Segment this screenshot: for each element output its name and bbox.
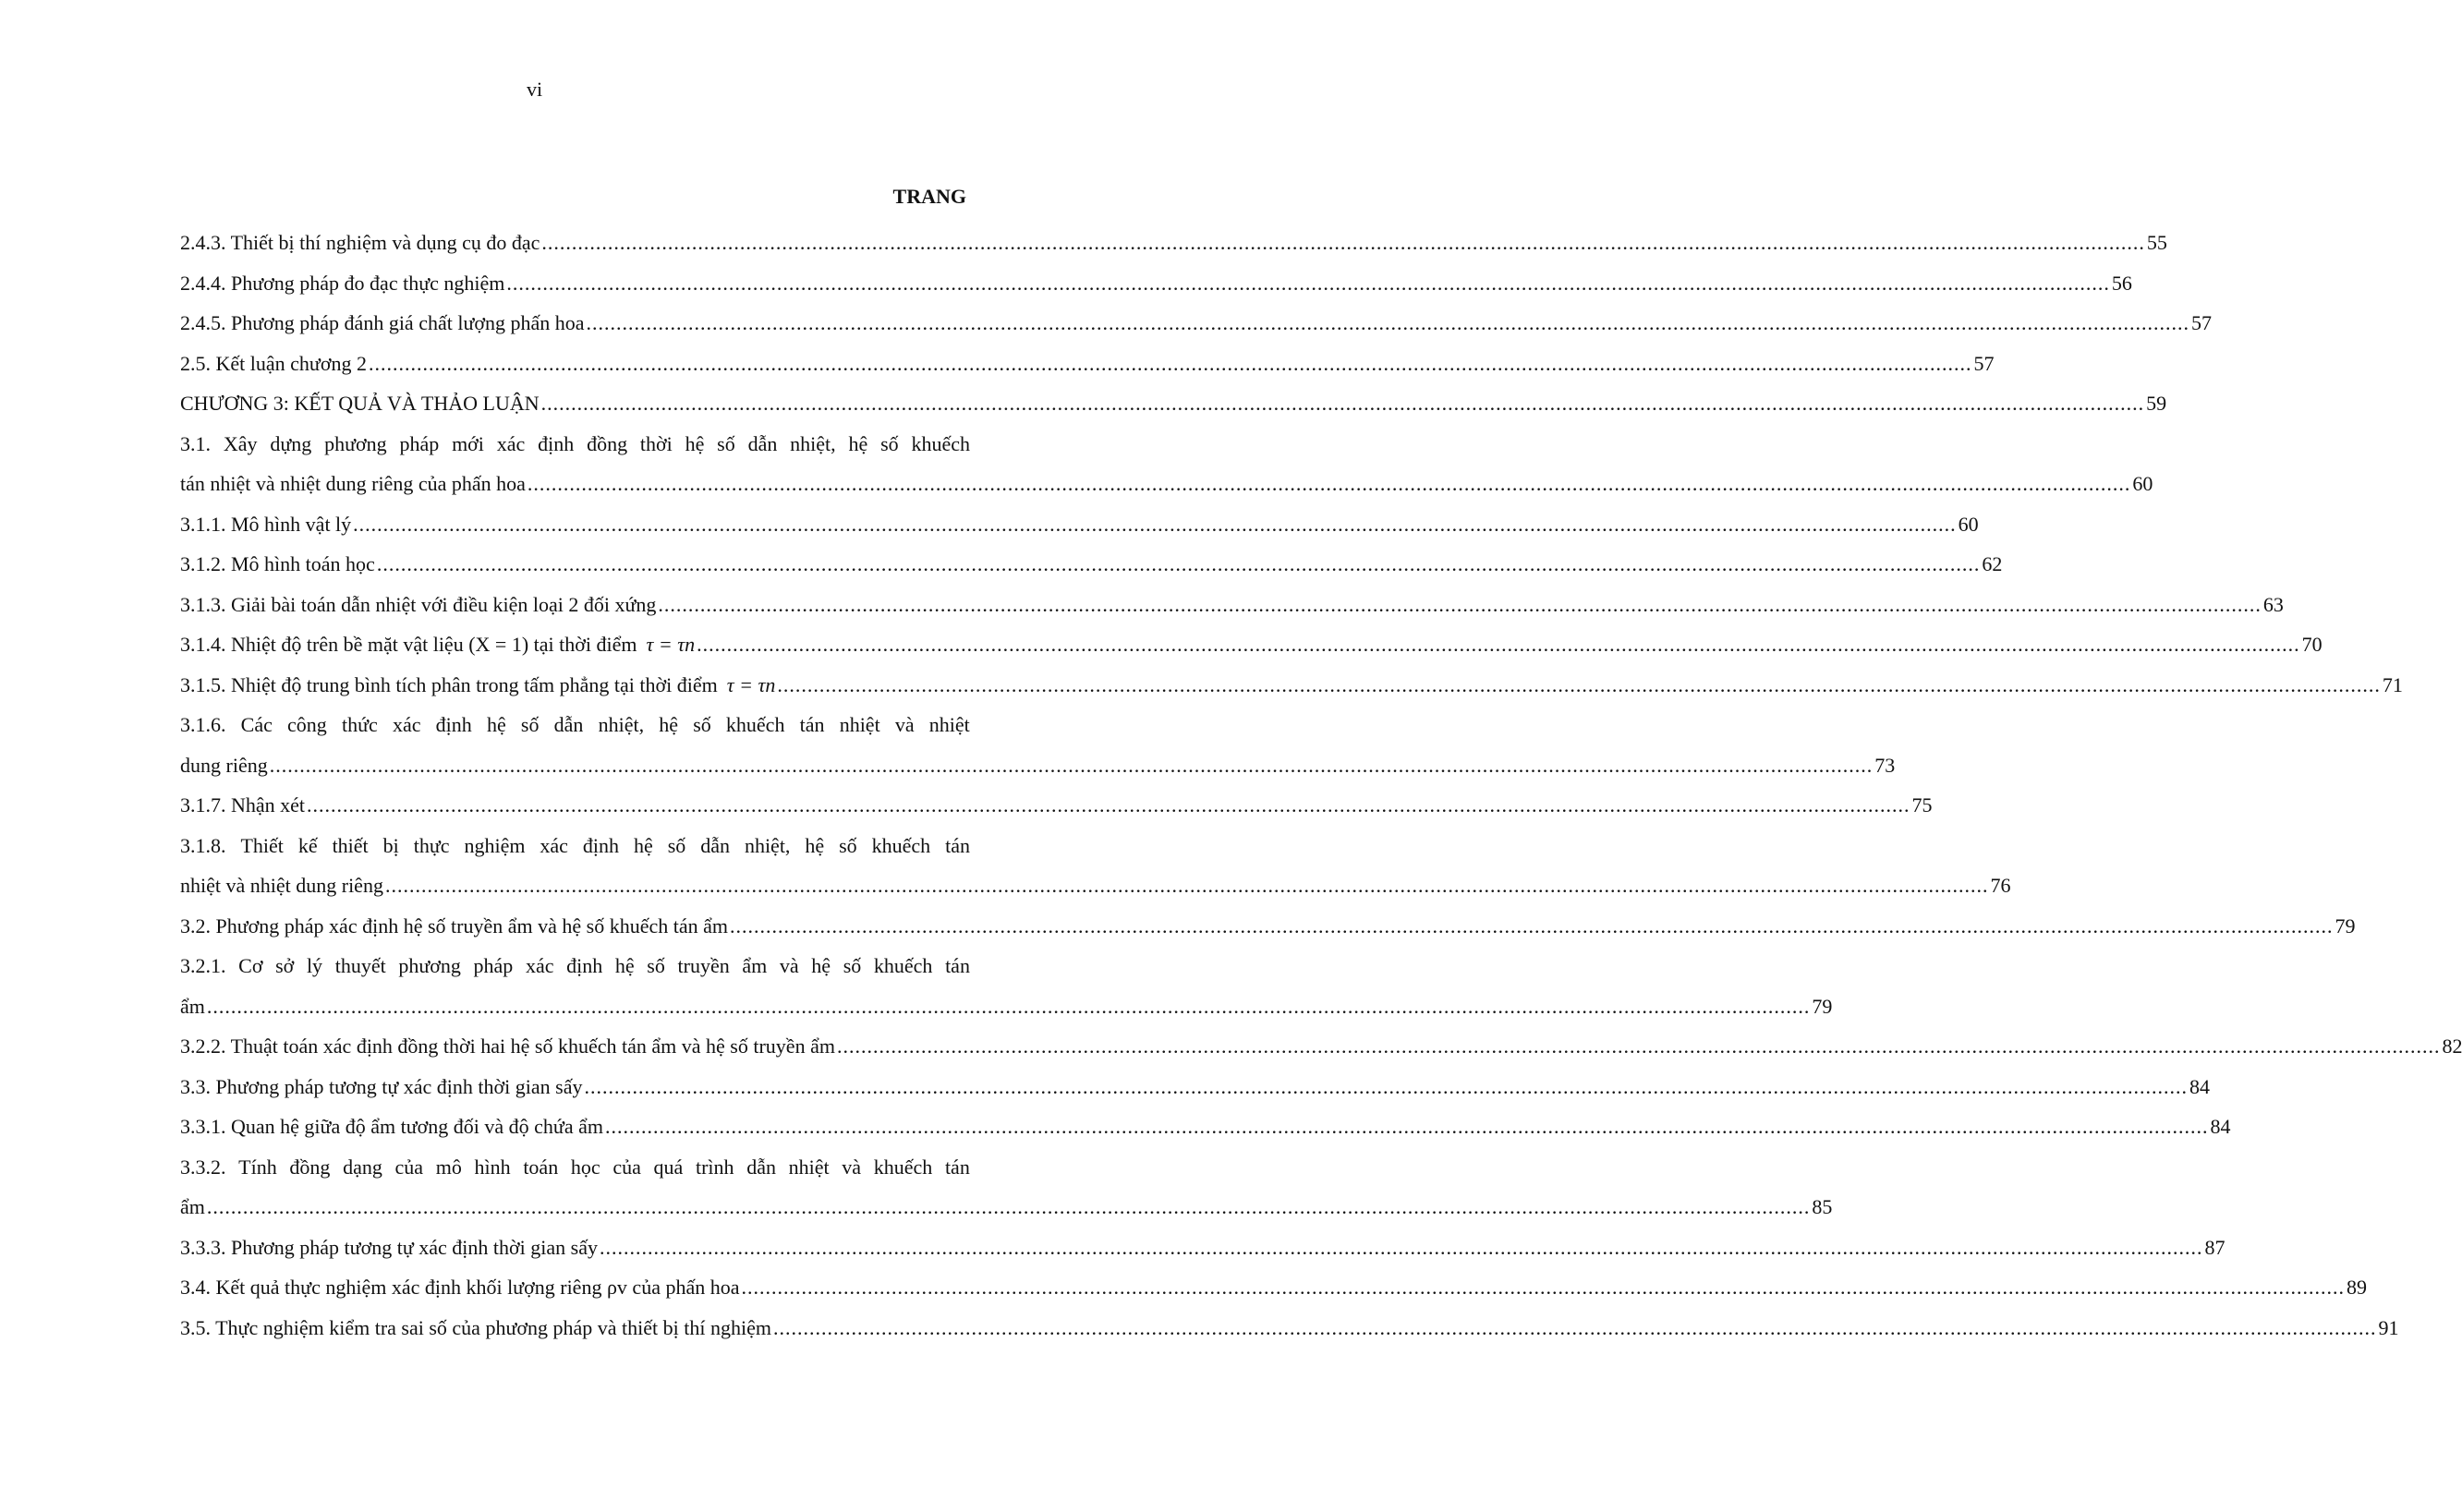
toc-word: công xyxy=(287,713,327,736)
toc-word: nhiệt xyxy=(788,1155,830,1179)
toc-leader-dots: ........................................................................................................................................................................................................................................................................... xyxy=(836,1034,2441,1058)
toc-word: toán xyxy=(523,1155,559,1179)
toc-entry-math: τ = τn xyxy=(726,672,776,696)
toc-leader-dots: ........................................................................................................................................................................................................................................................................... xyxy=(541,231,2145,254)
toc-word: nhiệt, xyxy=(744,833,791,857)
toc-word: 3.1. xyxy=(180,431,211,455)
toc-word: tán xyxy=(944,1155,970,1179)
toc-word: pháp xyxy=(473,954,514,977)
toc-entry-title: 2.4.3. Thiết bị thí nghiệm và dụng cụ đo đạc xyxy=(180,231,540,254)
toc-entry-math: τ = τn xyxy=(646,633,696,656)
toc-word: dẫn xyxy=(747,431,778,455)
toc-entry xyxy=(180,1067,2210,1107)
toc-leader-dots: ........................................................................................................................................................................................................................................................................... xyxy=(729,913,2334,937)
toc-entry-page: 84 xyxy=(2189,1074,2210,1098)
toc-entry-page: 73 xyxy=(1874,753,1896,777)
toc-entry-title: 3.4. Kết quả thực nghiệm xác định khối lượng riêng ρv của phấn hoa xyxy=(180,1276,740,1299)
toc-entry-line1 xyxy=(180,946,970,986)
toc-entry xyxy=(180,223,2167,263)
toc-entry-line1 xyxy=(180,705,970,745)
toc-entry-page: 63 xyxy=(2262,592,2284,616)
toc-word: Cơ xyxy=(238,954,263,977)
toc-entry xyxy=(180,263,2132,304)
toc-word: thực xyxy=(413,833,450,857)
toc-word: số xyxy=(880,431,899,455)
toc-word: xác xyxy=(496,431,526,455)
toc-word: Tính xyxy=(238,1155,277,1179)
toc-word: đồng xyxy=(587,431,628,455)
toc-entry-page: 57 xyxy=(1973,351,1995,375)
toc-entry-page: 91 xyxy=(2378,1315,2399,1339)
toc-entry xyxy=(180,826,2011,906)
toc-leader-dots: ........................................................................................................................................................................................................................................................................... xyxy=(586,311,2190,334)
toc-entry-page: 55 xyxy=(2146,231,2167,254)
toc-leader-dots: ........................................................................................................................................................................................................................................................................... xyxy=(269,753,1874,777)
toc-word: học xyxy=(570,1155,600,1179)
table-of-contents xyxy=(180,182,2462,1348)
toc-leader-dots: ........................................................................................................................................................................................................................................................................... xyxy=(741,1276,2345,1299)
toc-word: nhiệt xyxy=(839,713,880,736)
toc-word: xác xyxy=(525,954,554,977)
toc-word: số xyxy=(693,713,711,736)
toc-word: mới xyxy=(452,431,484,455)
toc-entry-title: 3.2. Phương pháp xác định hệ số truyền ẩm và hệ số khuếch tán ẩm xyxy=(180,913,728,937)
toc-leader-dots: ........................................................................................................................................................................................................................................................................... xyxy=(353,512,1957,536)
toc-entry-page: 56 xyxy=(2111,271,2132,295)
page-number: vi xyxy=(526,78,543,101)
toc-entry-title: 3.1.5. Nhiệt độ trung bình tích phân trong tấm phẳng tại thời điểm xyxy=(180,672,718,696)
toc-word: thức xyxy=(341,713,378,736)
toc-word: khuếch xyxy=(725,713,785,736)
toc-entry xyxy=(180,785,1933,826)
toc-word: khuếch xyxy=(873,1155,933,1179)
toc-entry-page: 84 xyxy=(2210,1115,2231,1138)
toc-word: và xyxy=(779,954,799,977)
toc-leader-dots: ........................................................................................................................................................................................................................................................................... xyxy=(506,271,2110,295)
toc-entry-title: 3.1.4. Nhiệt độ trên bề mặt vật liệu (X = 1) tại thời điểm xyxy=(180,633,637,656)
toc-entry xyxy=(180,705,1896,785)
toc-word: xác xyxy=(392,713,421,736)
toc-word: tán xyxy=(799,713,825,736)
toc-entry-title: 3.3. Phương pháp tương tự xác định thời gian sấy xyxy=(180,1074,583,1098)
toc-entry xyxy=(180,1107,2231,1147)
toc-entry-page: 70 xyxy=(2301,633,2323,656)
toc-word: nhiệt, xyxy=(790,431,836,455)
toc-word: truyền xyxy=(677,954,730,977)
toc-word: thuyết xyxy=(334,954,386,977)
toc-entry xyxy=(180,544,2003,585)
toc-entry-page: 85 xyxy=(1812,1195,1833,1218)
toc-word: số xyxy=(647,954,665,977)
toc-entry-title: 3.1.2. Mô hình toán học xyxy=(180,552,375,575)
toc-leader-dots: ........................................................................................................................................................................................................................................................................... xyxy=(206,1195,1811,1218)
toc-entry xyxy=(180,424,2153,504)
toc-entry xyxy=(180,344,1995,384)
toc-word: của xyxy=(394,1155,424,1179)
toc-entries xyxy=(180,223,2462,1348)
toc-word: và xyxy=(894,713,915,736)
toc-entry-title: tán nhiệt và nhiệt dung riêng của phấn hoa xyxy=(180,472,526,495)
toc-word: xác xyxy=(540,833,568,857)
toc-word: lý xyxy=(306,954,323,977)
toc-word: dẫn xyxy=(553,713,584,736)
toc-word: khuếch xyxy=(871,833,931,857)
toc-word: đồng xyxy=(289,1155,331,1179)
toc-entry xyxy=(180,585,2284,625)
toc-leader-dots: ........................................................................................................................................................................................................................................................................... xyxy=(772,1315,2377,1339)
toc-word: ẩm xyxy=(742,954,768,977)
toc-word: trình xyxy=(695,1155,734,1179)
toc-entry-page: 59 xyxy=(2146,392,2167,415)
toc-leader-dots: ........................................................................................................................................................................................................................................................................... xyxy=(658,592,2262,616)
toc-header-trang: TRANG xyxy=(892,185,966,208)
toc-entry xyxy=(180,383,2167,424)
toc-entry-title: 3.2.2. Thuật toán xác định đồng thời hai hệ số khuếch tán ẩm và hệ số truyền ẩm xyxy=(180,1034,835,1058)
toc-entry-line1 xyxy=(180,826,970,866)
toc-word: nghiệm xyxy=(464,833,526,857)
toc-word: của xyxy=(612,1155,641,1179)
toc-entry-page: 60 xyxy=(1958,512,1979,536)
toc-entry-line1 xyxy=(180,1147,970,1188)
toc-word: phương xyxy=(398,954,461,977)
toc-entry-title: 3.5. Thực nghiệm kiểm tra sai số của phương pháp và thiết bị thí nghiệm xyxy=(180,1315,771,1339)
toc-word: pháp xyxy=(399,431,440,455)
toc-word: 3.1.6. xyxy=(180,713,226,736)
toc-leader-dots: ........................................................................................................................................................................................................................................................................... xyxy=(604,1115,2209,1138)
toc-entry-page: 60 xyxy=(2132,472,2153,495)
toc-entry-title: 3.1.1. Mô hình vật lý xyxy=(180,512,352,536)
toc-entry xyxy=(180,624,2323,665)
toc-word: số xyxy=(717,431,735,455)
toc-leader-dots: ........................................................................................................................................................................................................................................................................... xyxy=(307,793,1910,816)
toc-leader-dots: ........................................................................................................................................................................................................................................................................... xyxy=(206,994,1811,1018)
toc-entry xyxy=(180,946,1833,1026)
toc-entry xyxy=(180,1147,1833,1228)
toc-word: quá xyxy=(653,1155,684,1179)
toc-word: số xyxy=(843,954,862,977)
toc-leader-dots: ........................................................................................................................................................................................................................................................................... xyxy=(697,633,2300,656)
toc-word: hình xyxy=(474,1155,511,1179)
toc-entry-title: 2.4.4. Phương pháp đo đạc thực nghiệm xyxy=(180,271,505,295)
toc-entry xyxy=(180,906,2356,947)
toc-word: bị xyxy=(382,833,399,857)
toc-entry xyxy=(180,1267,2367,1308)
toc-word: dựng xyxy=(270,431,312,455)
toc-entry xyxy=(180,504,1979,545)
toc-entry-title: 2.4.5. Phương pháp đánh giá chất lượng phấn hoa xyxy=(180,311,585,334)
toc-leader-dots: ........................................................................................................................................................................................................................................................................... xyxy=(540,392,2145,415)
toc-entry-page: 82 xyxy=(2442,1034,2462,1058)
toc-entry-title: CHƯƠNG 3: KẾT QUẢ VÀ THẢO LUẬN xyxy=(180,392,540,415)
toc-word: kế xyxy=(297,833,318,857)
toc-word: số xyxy=(839,833,857,857)
toc-entry-page: 89 xyxy=(2346,1276,2367,1299)
toc-word: số xyxy=(667,833,686,857)
toc-word: tán xyxy=(945,833,970,857)
toc-entry xyxy=(180,1308,2399,1349)
toc-entry-title: ẩm xyxy=(180,1195,205,1218)
toc-word: hệ xyxy=(811,954,831,977)
toc-word: hệ xyxy=(659,713,679,736)
toc-word: 3.3.2. xyxy=(180,1155,226,1179)
toc-entry xyxy=(180,665,2403,706)
toc-word: tán xyxy=(945,954,970,977)
toc-word: thiết xyxy=(332,833,369,857)
toc-leader-dots: ........................................................................................................................................................................................................................................................................... xyxy=(527,472,2131,495)
toc-entry-line1 xyxy=(180,424,970,465)
toc-leader-dots: ........................................................................................................................................................................................................................................................................... xyxy=(584,1074,2188,1098)
toc-entry-title: 3.3.3. Phương pháp tương tự xác định thời gian sấy xyxy=(180,1235,598,1259)
toc-entry-title: 3.1.3. Giải bài toán dẫn nhiệt với điều kiện loại 2 đối xứng xyxy=(180,592,657,616)
toc-word: dẫn xyxy=(700,833,730,857)
toc-word: hệ xyxy=(614,954,635,977)
toc-word: mô xyxy=(435,1155,462,1179)
toc-entry-title: 3.1.7. Nhận xét xyxy=(180,793,306,816)
toc-entry-page: 75 xyxy=(1911,793,1933,816)
toc-word: khuếch xyxy=(873,954,933,977)
toc-word: dạng xyxy=(343,1155,382,1179)
toc-word: sở xyxy=(275,954,295,977)
toc-word: hệ xyxy=(685,431,705,455)
toc-leader-dots: ........................................................................................................................................................................................................................................................................... xyxy=(777,672,2381,696)
toc-entry-page: 76 xyxy=(1990,874,2011,897)
toc-word: Xây xyxy=(223,431,258,455)
toc-word: và xyxy=(842,1155,862,1179)
toc-entry xyxy=(180,1228,2226,1268)
toc-word: khuếch xyxy=(911,431,970,455)
toc-entry-page: 62 xyxy=(1982,552,2003,575)
toc-word: Các xyxy=(240,713,273,736)
toc-word: định xyxy=(538,431,575,455)
toc-word: định xyxy=(435,713,472,736)
toc-leader-dots: ........................................................................................................................................................................................................................................................................... xyxy=(384,874,1989,897)
toc-entry-page: 79 xyxy=(1812,994,1833,1018)
toc-entry-title: nhiệt và nhiệt dung riêng xyxy=(180,874,383,897)
toc-word: 3.1.8. xyxy=(180,833,226,857)
toc-word: phương xyxy=(324,431,387,455)
toc-entry-title: dung riêng xyxy=(180,753,268,777)
toc-word: nhiệt, xyxy=(598,713,645,736)
toc-entry-title: ẩm xyxy=(180,994,205,1018)
toc-leader-dots: ........................................................................................................................................................................................................................................................................... xyxy=(376,552,1981,575)
toc-word: hệ xyxy=(848,431,868,455)
toc-entry-page: 71 xyxy=(2382,672,2403,696)
toc-word: nhiệt xyxy=(928,713,970,736)
toc-entry-page: 57 xyxy=(2191,311,2213,334)
toc-word: hệ xyxy=(486,713,506,736)
toc-word: hệ xyxy=(805,833,825,857)
toc-entry-title: 3.3.1. Quan hệ giữa độ ẩm tương đối và độ chứa ẩm xyxy=(180,1115,603,1138)
toc-word: định xyxy=(582,833,620,857)
toc-word: dẫn xyxy=(746,1155,776,1179)
toc-word: 3.2.1. xyxy=(180,954,226,977)
toc-word: số xyxy=(520,713,540,736)
toc-leader-dots: ........................................................................................................................................................................................................................................................................... xyxy=(599,1235,2203,1259)
toc-word: định xyxy=(566,954,603,977)
toc-leader-dots: ........................................................................................................................................................................................................................................................................... xyxy=(368,351,1972,375)
toc-word: Thiết xyxy=(240,833,284,857)
toc-entry-page: 87 xyxy=(2204,1235,2226,1259)
toc-entry xyxy=(180,303,2213,344)
toc-entry-page: 79 xyxy=(2335,913,2356,937)
toc-word: thời xyxy=(639,431,673,455)
toc-entry-title: 2.5. Kết luận chương 2 xyxy=(180,351,367,375)
toc-entry xyxy=(180,1026,2462,1067)
toc-word: hệ xyxy=(633,833,653,857)
